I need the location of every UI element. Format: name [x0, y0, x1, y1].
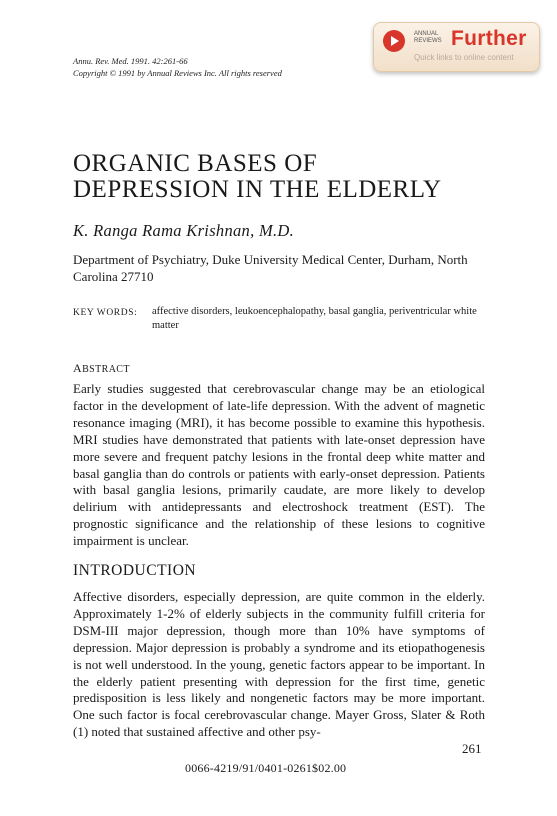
title-line-2: DEPRESSION IN THE ELDERLY: [73, 176, 442, 203]
citation-header: [73, 55, 282, 79]
keywords-label: KEY WORDS:: [73, 308, 138, 318]
abstract-text: Early studies suggested that cerebrovascular change may be an etiological factor in the development of late-life depression. With the advent of magnetic resonance imaging (MRI), it has become possible to examine this hypothesis. MRI studies have demonstrated that patients with late-onset depression have more severe and frequent patchy lesions in the frontal deep white matter and basal ganglia than do controls or patients with early-onset depression. Patients with basal ganglia lesions, primarily caudate, are more likely to develop delirium with antidepressants and electroshock treatment (EST). The prognostic significance and the relationship of these lesions to cognitive impairment is unclear.: [73, 381, 485, 549]
annual-reviews-further-badge[interactable]: [373, 22, 540, 72]
badge-publisher: [414, 31, 442, 45]
introduction-heading: INTRODUCTION: [73, 562, 197, 579]
abstract-heading: ABSTRACT: [73, 361, 130, 375]
introduction-text: Affective disorders, especially depression, are quite common in the elderly. Approximately 1-2% of elderly subjects in the community fulfill criteria for DSM-III major depression, though more than 10% have symptoms of depression. Major depression is probably a syndrome and its etiopathogenesis is not well understood. In the young, genetic factors appear to be important. In the elderly patient presenting with depression for the first time, genetic predisposition is less likely and nongenetic factors may be more important. One such factor is focal cerebrovascular change. Mayer Gross, Slater & Roth (1) noted that sustained affective and other psy-: [73, 589, 485, 740]
title-line-1: ORGANIC BASES OF: [73, 150, 318, 177]
journal-line: Annu. Rev. Med. 1991. 42:261-66: [73, 56, 188, 66]
keywords-text: affective disorders, leukoencephalopathy, basal ganglia, periventricular white matter: [152, 306, 477, 331]
article-code: 0066-4219/91/0401-0261$02.00: [185, 761, 347, 775]
author-name: K. Ranga Rama Krishnan, M.D.: [73, 221, 295, 240]
badge-small-text-1: ANNUAL: [414, 31, 439, 37]
article-title: [73, 151, 442, 203]
badge-tagline: Quick links to online content: [414, 53, 514, 62]
badge-further-text: Further: [451, 27, 527, 50]
author-affiliation: Department of Psychiatry, Duke University Medical Center, Durham, North Carolina 27710: [73, 252, 468, 284]
badge-small-text-2: REVIEWS: [414, 38, 442, 44]
play-arrow-icon: [383, 30, 405, 52]
page-number: 261: [462, 741, 482, 756]
copyright-line: Copyright © 1991 by Annual Reviews Inc. All rights reserved: [73, 68, 282, 78]
